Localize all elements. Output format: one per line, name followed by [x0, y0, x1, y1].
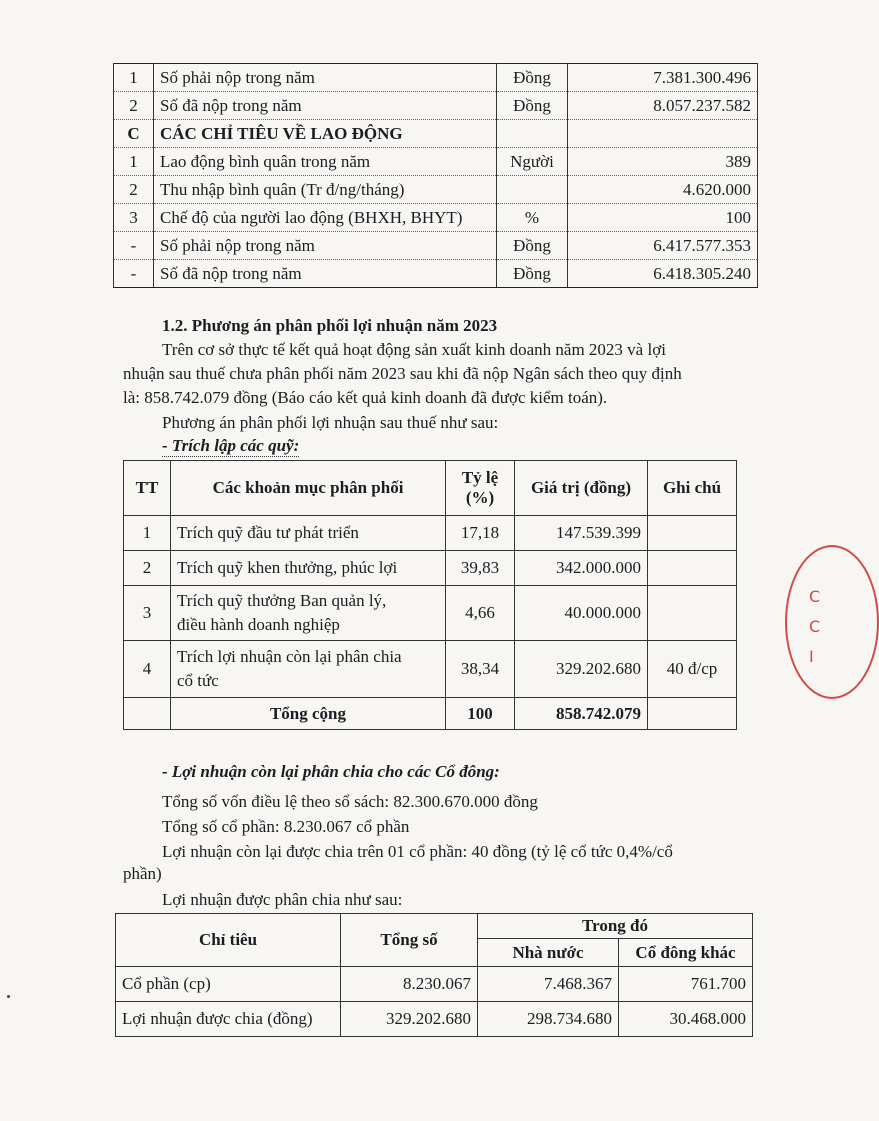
row-unit: Người: [497, 148, 568, 176]
row-unit: Đồng: [497, 92, 568, 120]
row-number: 1: [114, 148, 154, 176]
row-number: 3: [114, 204, 154, 232]
table-row: [114, 260, 758, 288]
row-label-line1: Trích lợi nhuận còn lại phân chia: [177, 647, 402, 666]
paragraph-line: là: 858.742.079 đồng (Báo cáo kết quả kinh doanh đã được kiểm toán).: [123, 388, 608, 407]
paragraph-line: Lợi nhuận được phân chia như sau:: [162, 890, 403, 909]
row-label: Chế độ của người lao động (BHXH, BHYT): [154, 204, 497, 232]
table-row: [124, 586, 737, 641]
table-row: [114, 148, 758, 176]
row-label: Số phải nộp trong năm: [154, 232, 497, 260]
row-label: [171, 641, 446, 698]
row-others: 761.700: [619, 967, 753, 1002]
paragraph-line: Lợi nhuận còn lại được chia trên 01 cổ phần: 40 đồng (tỷ lệ cổ tức 0,4%/cổ: [162, 842, 673, 861]
row-state: 7.468.367: [478, 967, 619, 1002]
row-number: 3: [124, 586, 171, 641]
row-unit: Đồng: [497, 64, 568, 92]
paragraph-line: Phương án phân phối lợi nhuận sau thuế như sau:: [162, 413, 499, 432]
row-value: [568, 120, 758, 148]
company-seal: C C I: [785, 545, 879, 699]
row-label: Số đã nộp trong năm: [154, 92, 497, 120]
row-unit: [497, 120, 568, 148]
section-row: [114, 120, 758, 148]
row-total: 8.230.067: [341, 967, 478, 1002]
row-state: 298.734.680: [478, 1002, 619, 1037]
row-others: 30.468.000: [619, 1002, 753, 1037]
header-total: Tổng số: [341, 914, 478, 967]
row-value: 329.202.680: [515, 641, 648, 698]
paragraph-line: phần): [123, 864, 162, 883]
header-value: Giá trị (đồng): [515, 461, 648, 516]
total-ratio: 100: [446, 698, 515, 730]
row-label: [171, 586, 446, 641]
subheading-dividends: - Lợi nhuận còn lại phân chia cho các Cổ đông:: [162, 762, 500, 781]
total-row: [124, 698, 737, 730]
row-label: Số đã nộp trong năm: [154, 260, 497, 288]
row-label-line1: Trích quỹ thưởng Ban quản lý,: [177, 591, 387, 610]
profit-distribution-table: [123, 460, 737, 730]
table-header-row: [124, 461, 737, 516]
row-value: 4.620.000: [568, 176, 758, 204]
total-value: 858.742.079: [515, 698, 648, 730]
header-state: Nhà nước: [478, 939, 619, 967]
row-ratio: 38,34: [446, 641, 515, 698]
header-note: Ghi chú: [648, 461, 737, 516]
table-row: [124, 551, 737, 586]
row-value: 40.000.000: [515, 586, 648, 641]
row-label-line2: điều hành doanh nghiệp: [177, 615, 340, 634]
section-title: CÁC CHỈ TIÊU VỀ LAO ĐỘNG: [154, 120, 497, 148]
table-row: [116, 967, 753, 1002]
row-number: 2: [124, 551, 171, 586]
header-other-shareholders: Cổ đông khác: [619, 939, 753, 967]
section-heading: 1.2. Phương án phân phối lợi nhuận năm 2023: [162, 316, 498, 335]
subheading-funds: - Trích lập các quỹ:: [162, 436, 300, 455]
row-ratio: 39,83: [446, 551, 515, 586]
row-note: [648, 551, 737, 586]
row-total: 329.202.680: [341, 1002, 478, 1037]
row-unit: %: [497, 204, 568, 232]
table-row: [114, 204, 758, 232]
row-label: Lao động bình quân trong năm: [154, 148, 497, 176]
row-unit: [497, 176, 568, 204]
table-row: [124, 641, 737, 698]
row-unit: Đồng: [497, 260, 568, 288]
row-note: 40 đ/cp: [648, 641, 737, 698]
row-number: 2: [114, 176, 154, 204]
row-value: 389: [568, 148, 758, 176]
section-letter: C: [114, 120, 154, 148]
row-ratio: 4,66: [446, 586, 515, 641]
table-row: [116, 1002, 753, 1037]
row-label-line2: cổ tức: [177, 671, 219, 690]
row-label: Lợi nhuận được chia (đồng): [116, 1002, 341, 1037]
row-label: Thu nhập bình quân (Tr đ/ng/tháng): [154, 176, 497, 204]
row-value: 147.539.399: [515, 516, 648, 551]
total-empty-cell: [124, 698, 171, 730]
row-unit: Đồng: [497, 232, 568, 260]
indicators-table: [113, 63, 758, 288]
row-number: 1: [124, 516, 171, 551]
paragraph-line: Trên cơ sở thực tế kết quả hoạt động sản xuất kinh doanh năm 2023 và lợi: [162, 340, 666, 359]
row-value: 100: [568, 204, 758, 232]
paragraph-line: Tổng số vốn điều lệ theo sổ sách: 82.300.670.000 đồng: [162, 792, 538, 811]
row-ratio: 17,18: [446, 516, 515, 551]
header-ratio: [446, 461, 515, 516]
table-row: [114, 176, 758, 204]
row-value: 6.418.305.240: [568, 260, 758, 288]
table-row: [114, 92, 758, 120]
row-number: -: [114, 232, 154, 260]
row-label: Trích quỹ khen thưởng, phúc lợi: [171, 551, 446, 586]
header-ratio-line2: (%): [465, 488, 495, 507]
row-number: 2: [114, 92, 154, 120]
header-indicator: Chỉ tiêu: [116, 914, 341, 967]
row-value: 8.057.237.582: [568, 92, 758, 120]
table-row: [124, 516, 737, 551]
row-label: Cổ phần (cp): [116, 967, 341, 1002]
scan-mark: [7, 995, 10, 998]
table-header-row: [116, 914, 753, 939]
row-number: -: [114, 260, 154, 288]
row-value: 7.381.300.496: [568, 64, 758, 92]
total-note-cell: [648, 698, 737, 730]
row-note: [648, 516, 737, 551]
row-note: [648, 586, 737, 641]
total-label: Tổng cộng: [171, 698, 446, 730]
header-ratio-line1: Tỷ lệ: [461, 468, 499, 487]
row-label: Trích quỹ đầu tư phát triển: [171, 516, 446, 551]
profit-sharing-table: [115, 913, 753, 1037]
header-tt: TT: [124, 461, 171, 516]
paragraph-line: nhuận sau thuế chưa phân phối năm 2023 sau khi đã nộp Ngân sách theo quy định: [123, 364, 682, 383]
paragraph-line: Tổng số cổ phần: 8.230.067 cổ phần: [162, 817, 410, 836]
row-label: Số phải nộp trong năm: [154, 64, 497, 92]
table-row: [114, 232, 758, 260]
header-of-which: Trong đó: [478, 914, 753, 939]
row-value: 6.417.577.353: [568, 232, 758, 260]
header-item: Các khoản mục phân phối: [171, 461, 446, 516]
row-number: 1: [114, 64, 154, 92]
row-number: 4: [124, 641, 171, 698]
row-value: 342.000.000: [515, 551, 648, 586]
table-row: [114, 64, 758, 92]
